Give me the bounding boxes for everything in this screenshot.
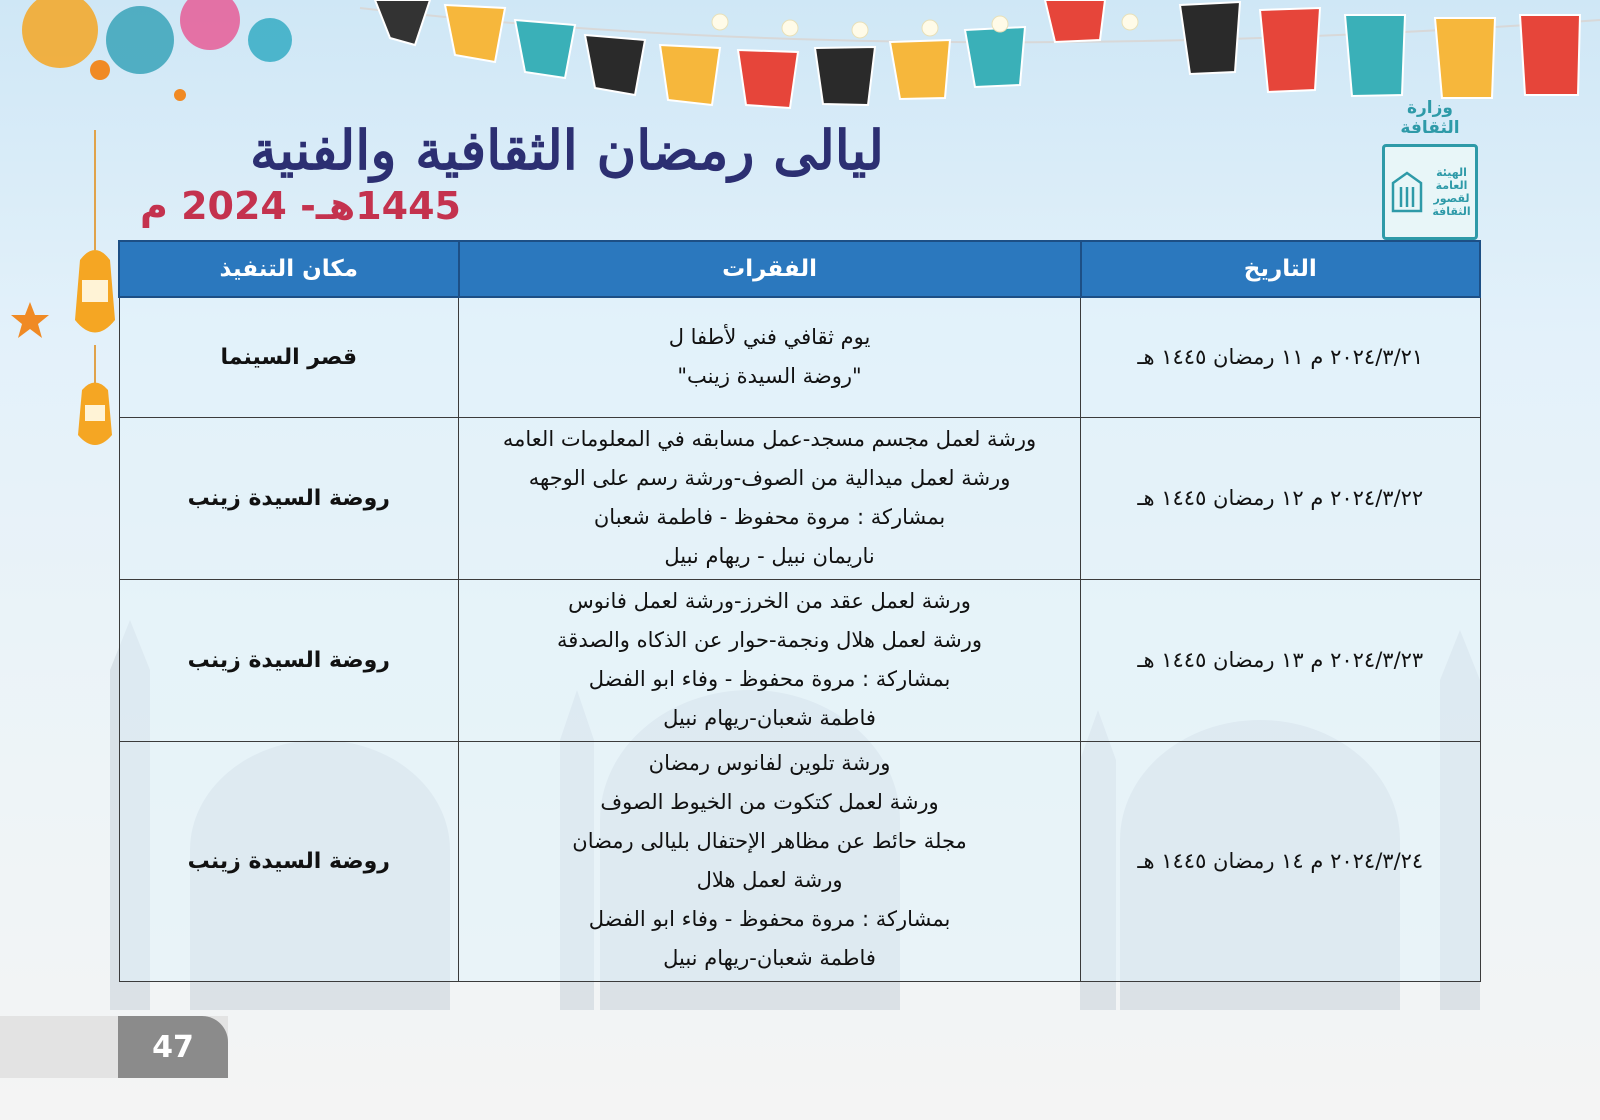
date-cell [1081, 579, 1480, 741]
date-cell [1081, 741, 1480, 981]
table-row [119, 741, 1480, 981]
item-line: بمشاركة : مروة محفوظ - وفاء ابو الفضل [588, 907, 951, 931]
hijri-date: ١٢ رمضان ١٤٤٥ هـ [1137, 486, 1304, 510]
place-cell: روضة السيدة زينب [119, 579, 459, 741]
building-icon [1389, 169, 1425, 215]
item-line: يوم ثقافي فني لأطفا ل [668, 325, 871, 350]
page-subtitle-year: 1445هـ- 2024 م [140, 184, 461, 228]
table-header-row [119, 241, 1480, 297]
item-line: ورشة لعمل هلال ونجمة-حوار عن الذكاه والصدقة [557, 628, 983, 652]
header-items: الفقرات [459, 241, 1081, 297]
star-icon [10, 300, 50, 340]
item-line: ورشة لعمل عقد من الخرز-ورشة لعمل فانوس [568, 589, 971, 613]
header-date: التاريخ [1081, 241, 1480, 297]
ministry-logo [1378, 98, 1482, 228]
item-line: بمشاركة : مروة محفوظ - فاطمة شعبان [593, 505, 946, 529]
item-line: ورشة لعمل كتكوت من الخيوط الصوف [600, 790, 939, 814]
gregorian-date: ٢٠٢٤/٣/٢٢ م [1310, 486, 1424, 510]
table-row [119, 297, 1480, 417]
item-line: فاطمة شعبان-ريهام نبيل [663, 946, 876, 970]
items-cell [459, 741, 1081, 981]
gregorian-date: ٢٠٢٤/٣/٢٤ م [1310, 849, 1424, 873]
items-cell [459, 579, 1081, 741]
authority-emblem [1382, 144, 1478, 240]
hijri-date: ١٤ رمضان ١٤٤٥ هـ [1137, 849, 1304, 873]
table-row [119, 579, 1480, 741]
item-line: ورشة لعمل ميدالية من الصوف-ورشة رسم على الوجهه [528, 466, 1011, 490]
date-cell [1081, 417, 1480, 579]
header-place: مكان التنفيذ [119, 241, 459, 297]
place-cell: قصر السينما [119, 297, 459, 417]
items-cell [459, 297, 1081, 417]
bunting-decoration [0, 0, 1600, 130]
place-cell: روضة السيدة زينب [119, 741, 459, 981]
gregorian-date: ٢٠٢٤/٣/٢٣ م [1310, 648, 1424, 672]
schedule-table [118, 240, 1481, 982]
place-cell: روضة السيدة زينب [119, 417, 459, 579]
item-line: مجلة حائط عن مظاهر الإحتفال بليالى رمضان [572, 829, 967, 853]
item-line: ناريمان نبيل - ريهام نبيل [664, 544, 875, 568]
page-title: ليالى رمضان الثقافية والفنية [250, 118, 884, 182]
ministry-name: وزارة الثقافة [1400, 98, 1460, 138]
item-line: فاطمة شعبان-ريهام نبيل [663, 706, 876, 730]
gregorian-date: ٢٠٢٤/٣/٢١ م [1310, 345, 1424, 370]
hijri-date: ١١ رمضان ١٤٤٥ هـ [1137, 345, 1304, 370]
item-line: ورشة تلوين لفانوس رمضان [648, 751, 891, 775]
items-cell [459, 417, 1081, 579]
date-cell [1081, 297, 1480, 417]
item-line: بمشاركة : مروة محفوظ - وفاء ابو الفضل [588, 667, 951, 691]
table-row [119, 417, 1480, 579]
hijri-date: ١٣ رمضان ١٤٤٥ هـ [1137, 648, 1304, 672]
item-line: ورشة لعمل هلال [696, 868, 843, 892]
item-line: ورشة لعمل مجسم مسجد-عمل مسابقه في المعلومات العامه [502, 427, 1037, 451]
item-line: "روضة السيدة زينب" [677, 364, 862, 389]
authority-name: الهيئة العامة لقصور الثقافة [1432, 166, 1471, 218]
page-number: 47 [118, 1016, 228, 1078]
